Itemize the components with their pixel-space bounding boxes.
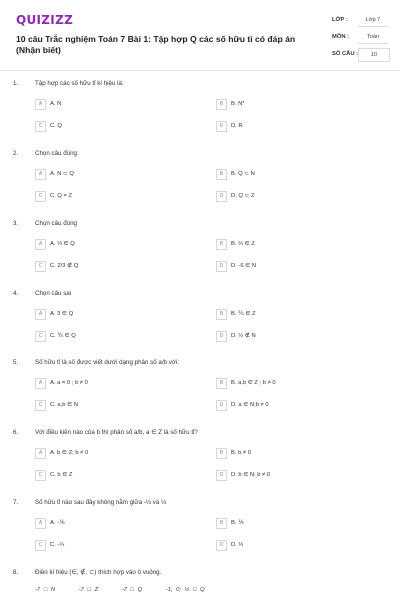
option-text: C. Q = Z — [50, 193, 73, 199]
option-text: C. a,b ∈ N — [50, 402, 78, 408]
option-text: B. b ≠ 0 — [231, 450, 251, 456]
option-letter-box: B — [216, 169, 227, 180]
option-letter-box: B — [216, 99, 227, 110]
option-letter-box: A — [35, 169, 46, 180]
option-letter-box: A — [35, 239, 46, 250]
meta-key: SỐ CÂU : — [332, 51, 359, 57]
option-letter-box: D — [216, 261, 227, 272]
question-text: Với điều kiện nào của b thì phân số a/b, a ∈ Z là số hữu tỉ? — [35, 429, 198, 436]
meta-row-class — [332, 12, 390, 29]
meta-value: Toán — [358, 31, 388, 44]
option-text: B. ⅖ ∈ Z — [231, 311, 256, 317]
option-text: A. b ∈ Z; b ≠ 0 — [50, 450, 89, 456]
meta-value: Lớp 7 — [358, 14, 388, 27]
worksheet-title: 10 câu Trắc nghiệm Toán 7 Bài 1: Tập hợp Q các số hữu tỉ có đáp án (Nhận biết) — [16, 34, 296, 55]
question-text: Số hữu tỉ nào sau đây không nằm giữa -⅓ và ⅓ — [35, 499, 167, 506]
fill-item[interactable]: -7 □ N — [35, 587, 56, 593]
option-text: A. ⅓ ∈ Q — [50, 241, 75, 247]
option-letter-box: D — [216, 540, 227, 551]
option-text: C. 2/3 ∉ Q — [50, 263, 79, 269]
question-text: Điền kí hiệu (∈, ∉, ⊂) thích hợp vào ô vuông. — [35, 569, 162, 576]
option-text: C. -¼ — [50, 542, 65, 548]
option-letter-box: D — [216, 121, 227, 132]
option-text: C. ⅗ ∈ Q — [50, 333, 76, 339]
option-text: D. ½ ∉ N — [231, 333, 256, 339]
option-letter-box: A — [35, 99, 46, 110]
option-letter-box: B — [216, 518, 227, 529]
meta-key: LỚP : — [332, 17, 348, 23]
option-text: D. b ∈ N; b ≠ 0 — [231, 472, 271, 478]
question-number: 2. — [13, 150, 19, 157]
option-text: B. N* — [231, 101, 245, 107]
question-text: Tập hợp các số hữu tỉ kí hiệu là: — [35, 80, 124, 87]
option-text: D. -6 ∈ N — [231, 263, 257, 269]
question-number: 5. — [13, 359, 19, 366]
option-letter-box: C — [35, 400, 46, 411]
option-letter-box: C — [35, 540, 46, 551]
meta-row-subject — [332, 29, 390, 46]
question-text: Chọn câu sai — [35, 290, 72, 297]
option-letter-box: D — [216, 191, 227, 202]
option-text: C. Q — [50, 123, 62, 129]
option-text: B. ⅙ — [231, 520, 244, 526]
option-text: D. ⅔ — [231, 542, 244, 548]
option-letter-box: A — [35, 518, 46, 529]
question-text: Chọn câu đúng — [35, 220, 77, 227]
option-text: A. N — [50, 101, 62, 107]
meta-key: MÔN : — [332, 34, 350, 40]
header-divider — [0, 70, 400, 71]
meta-value: 10 — [358, 48, 390, 62]
option-text: D. a ∈ N;b ≠ 0 — [231, 402, 269, 408]
option-text: C. b ∈ Z — [50, 472, 73, 478]
meta-panel — [332, 12, 390, 63]
option-letter-box: A — [35, 448, 46, 459]
option-text: B. a,b ∈ Z ; b ≠ 0 — [231, 380, 276, 386]
question-number: 7. — [13, 499, 19, 506]
option-letter-box: B — [216, 378, 227, 389]
option-letter-box: B — [216, 309, 227, 320]
fill-item[interactable]: -1; 0; ½ □ Q — [165, 587, 205, 593]
option-text: A. N ⊂ Q — [50, 171, 74, 177]
option-letter-box: B — [216, 448, 227, 459]
fill-item[interactable]: -7 □ Q — [121, 587, 143, 593]
option-letter-box: C — [35, 121, 46, 132]
quizizz-logo: QUIZIZZ — [16, 13, 74, 27]
option-text: A. 3 ∈ Q — [50, 311, 74, 317]
question-number: 4. — [13, 290, 19, 297]
question-number: 3. — [13, 220, 19, 227]
option-text: B. Q ⊂ N — [231, 171, 255, 177]
option-letter-box: D — [216, 400, 227, 411]
fill-item[interactable]: -7 □ Z — [78, 587, 99, 593]
option-letter-box: D — [216, 470, 227, 481]
option-letter-box: D — [216, 331, 227, 342]
option-letter-box: C — [35, 191, 46, 202]
option-letter-box: C — [35, 331, 46, 342]
question-number: 8. — [13, 569, 19, 576]
question-number: 6. — [13, 429, 19, 436]
option-letter-box: A — [35, 309, 46, 320]
option-text: A. a = 0 ; b ≠ 0 — [50, 380, 88, 386]
question-text: Chọn câu đúng: — [35, 150, 79, 157]
fill-in-items — [35, 587, 225, 593]
option-letter-box: C — [35, 470, 46, 481]
option-letter-box: C — [35, 261, 46, 272]
option-text: A. -⅙ — [50, 520, 65, 526]
meta-row-count — [332, 46, 390, 63]
option-text: B. ⅔ ∈ Z — [231, 241, 255, 247]
question-text: Số hữu tỉ là số được viết dưới dạng phân số a/b với: — [35, 359, 179, 366]
question-number: 1. — [13, 80, 19, 87]
option-letter-box: A — [35, 378, 46, 389]
option-letter-box: B — [216, 239, 227, 250]
option-text: D. R — [231, 123, 243, 129]
option-text: D. Q ⊂ Z — [231, 193, 255, 199]
